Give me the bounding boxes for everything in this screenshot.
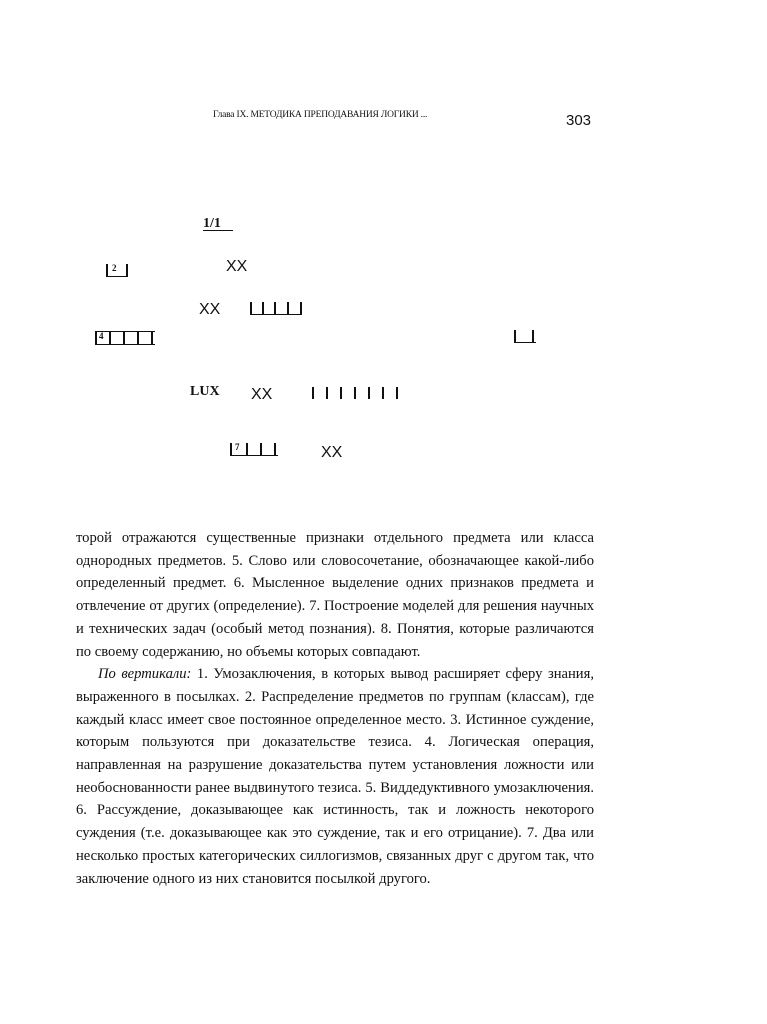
cell-border (151, 332, 153, 344)
cell-border (95, 332, 97, 344)
crossword-xx: XX (321, 444, 343, 461)
cell-border (250, 302, 252, 314)
body-text (76, 527, 594, 890)
crossword-row-4 (95, 331, 155, 345)
page-number: 303 (566, 112, 592, 129)
cell-border (262, 302, 264, 314)
cell-border (340, 387, 342, 399)
crossword-row-7 (230, 443, 278, 456)
cell-border (137, 332, 139, 344)
cell-border (274, 302, 276, 314)
crossword-lux: LUX (190, 384, 220, 399)
running-head: Глава IX. МЕТОДИКА ПРЕПОДАВАНИЯ ЛОГИКИ ... (213, 110, 428, 120)
cell-border (532, 330, 534, 342)
cell-border (354, 387, 356, 399)
crossword-xx: XX (199, 301, 221, 318)
cell-border (368, 387, 370, 399)
cell-number: 2 (112, 263, 117, 273)
crossword-xx: XX (251, 386, 273, 403)
crossword-mark-1: 1/1 (203, 218, 233, 231)
cell-border (382, 387, 384, 399)
vertical-clues: 1. Умозаключения, в которых вывод расширяет сферу знания, выраженного в посылках. 2. Распределение предметов по группам (классам), где каждый класс имеет свое постоянное определенное место. 3. Истинное суждение, которым пользуются при доказательстве тезиса. 4. Логическая операция, направленная на разрушение доказательства путем установления ложности или необоснованности ранее выдвинутого тезиса. 5. Виддедуктивного умозаключения. 6. Рассуждение, доказывающее как истинность, так и ложность некоторого суждения (т.е. доказывающее как это суждение, так и его отрицание). 7. Два или несколько простых категорических силлогизмов, связанных друг с другом так, что заключение одного из них становится посылкой другого. (76, 666, 594, 887)
cell-border (123, 332, 125, 344)
cell-border (300, 302, 302, 314)
cell-border (106, 264, 108, 276)
crossword-cell-2 (106, 264, 128, 277)
crossword-cell-right (514, 330, 536, 343)
crossword-row-5 (312, 387, 400, 399)
cell-border (287, 302, 289, 314)
crossword-row-3 (250, 302, 302, 315)
cell-border (326, 387, 328, 399)
cell-border (514, 330, 516, 342)
cell-border (109, 332, 111, 344)
cell-border (260, 443, 262, 455)
cell-border (246, 443, 248, 455)
vertical-label: По вертикали: (98, 666, 192, 683)
cell-border (274, 443, 276, 455)
cell-number: 4 (99, 331, 104, 341)
cell-border (312, 387, 314, 399)
cell-border (396, 387, 398, 399)
cell-number: 7 (235, 442, 240, 452)
paragraph-horizontal-continued: торой отражаются существенные признаки отдельного предмета или класса однородных предметов. 5. Слово или словосочетание, обозначающее какой-либо определенный предмет. 6. Мысленное выделение одних признаков предмета и отвлечение от других (определение). 7. Построение моделей для решения научных и технических задач (особый метод познания). 8. Понятия, которые различаются по своему содержанию, но объемы которых совпадают. (76, 530, 594, 660)
crossword-xx: XX (226, 258, 248, 275)
cell-border (230, 443, 232, 455)
cell-border (126, 264, 128, 276)
paragraph-vertical (76, 663, 594, 890)
